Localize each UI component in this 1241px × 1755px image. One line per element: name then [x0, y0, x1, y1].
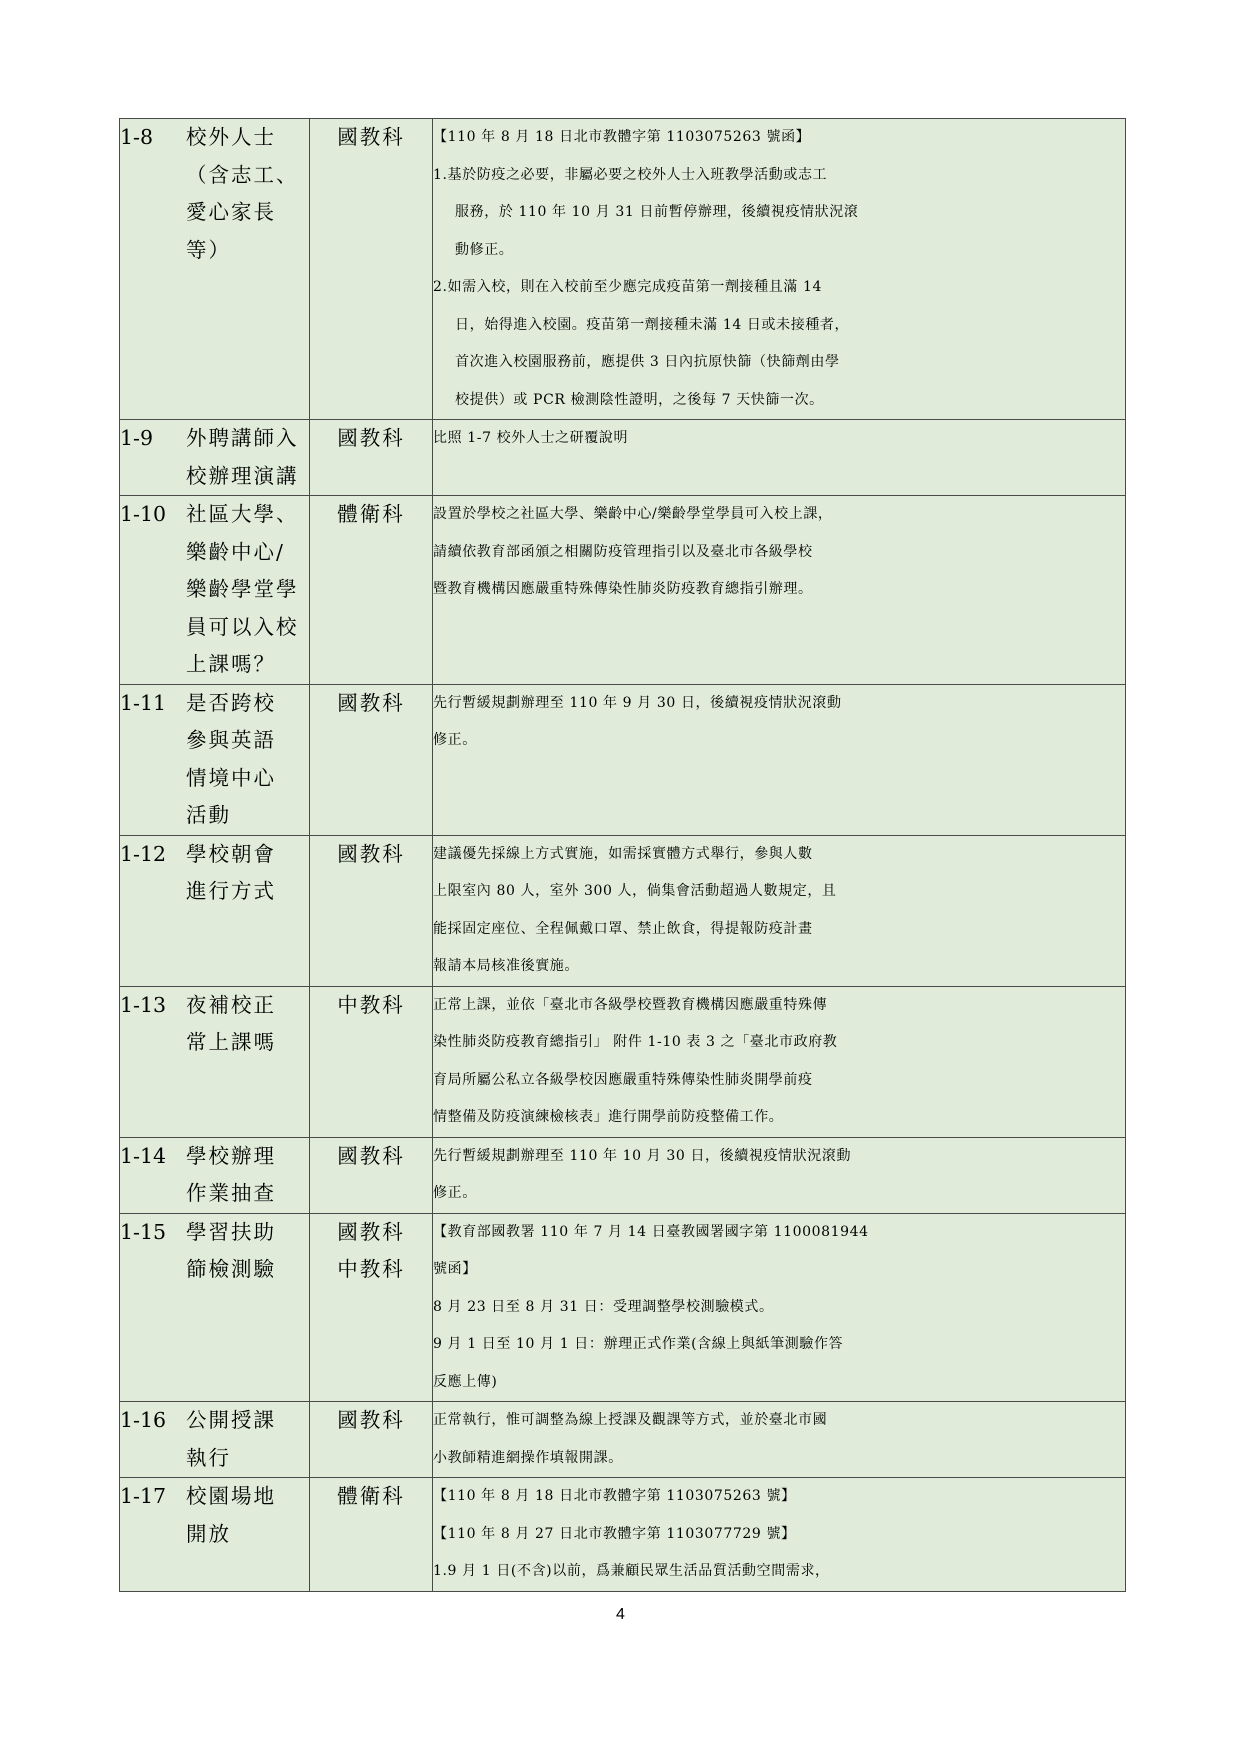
item-title-line: 作業抽查 — [186, 1181, 276, 1205]
content-line: 1.基於防疫之必要，非屬必要之校外人士入班教學活動或志工 — [433, 166, 828, 183]
unit-cell — [310, 1213, 433, 1402]
responsible-unit: 中教科 — [337, 1257, 405, 1281]
content-line: 修正。 — [433, 732, 477, 748]
content-line: 修正。 — [433, 1185, 477, 1201]
item-number: 1-8 — [120, 125, 154, 149]
item-title — [186, 685, 309, 835]
item-cell — [120, 1213, 310, 1402]
item-title-line: 情境中心 — [186, 765, 276, 790]
faq-table — [119, 118, 1126, 1592]
item-cell — [120, 986, 310, 1137]
content-line: 校提供）或 PCR 檢測陰性證明，之後每 7 天快篩一次。 — [455, 391, 824, 408]
item-title — [186, 1214, 309, 1289]
item-title-line: 學校朝會 — [186, 841, 276, 866]
content-line: 先行暫緩規劃辦理至 110 年 9 月 30 日，後續視疫情狀況滾動 — [433, 694, 842, 711]
content-line: 建議優先採線上方式實施，如需採實體方式舉行，參與人數 — [433, 845, 813, 862]
content-line: 9 月 1 日至 10 月 1 日：辦理正式作業(含線上與紙筆測驗作答 — [433, 1336, 844, 1352]
content-line: 【110 年 8 月 18 日北市教體字第 1103075263 號函】 — [433, 129, 811, 145]
content-line: 號函】 — [433, 1261, 477, 1277]
content-line: 【110 年 8 月 18 日北市教體字第 1103075263 號】 — [433, 1488, 796, 1504]
item-title — [186, 836, 309, 911]
content-line: 動修正。 — [455, 241, 514, 258]
content-line: 染性肺炎防疫教育總指引」 附件 1-10 表 3 之「臺北市政府教 — [433, 1034, 838, 1050]
content-line: 上限室內 80 人，室外 300 人，倘集會活動超過人數規定，且 — [433, 883, 837, 899]
responsible-unit: 國教科 — [337, 1219, 405, 1244]
item-title-line: 上課嗎？ — [186, 652, 276, 676]
page-number: 4 — [616, 1606, 625, 1623]
content-line: 先行暫緩規劃辦理至 110 年 10 月 30 日，後續視疫情狀況滾動 — [433, 1147, 852, 1164]
content-line: 【110 年 8 月 27 日北市教體字第 1103077729 號】 — [433, 1525, 796, 1542]
content-line: 能採固定座位、全程佩戴口罩、禁止飲食，得提報防疫計畫 — [433, 920, 813, 937]
item-title-line: 外聘講師入 — [186, 426, 299, 450]
item-title-line: 學習扶助 — [186, 1219, 276, 1244]
unit-cell — [310, 1137, 433, 1213]
item-title-line: 活動 — [186, 803, 231, 827]
content-line: 服務，於 110 年 10 月 31 日前暫停辦理，後續視疫情狀況滾 — [455, 204, 859, 220]
content-cell — [433, 986, 1126, 1137]
item-title-line: 常上課嗎 — [186, 1030, 276, 1054]
item-title-line: 公開授課 — [186, 1408, 276, 1432]
content-line: 暨教育機構因應嚴重特殊傳染性肺炎防疫教育總指引辦理。 — [433, 581, 813, 597]
responsible-unit: 國教科 — [337, 690, 405, 715]
item-number: 1-16 — [120, 1408, 167, 1432]
table-row — [120, 420, 1126, 496]
item-cell — [120, 496, 310, 685]
content-line: 請續依教育部函頒之相關防疫管理指引以及臺北市各級學校 — [433, 543, 813, 560]
table-row — [120, 986, 1126, 1137]
item-title-line: 等） — [186, 237, 231, 262]
content-line: 2.如需入校，則在入校前至少應完成疫苗第一劑接種且滿 14 — [433, 279, 823, 295]
content-line: 8 月 23 日至 8 月 31 日：受理調整學校測驗模式。 — [433, 1298, 774, 1315]
table-row — [120, 1478, 1126, 1592]
item-number: 1-14 — [120, 1143, 167, 1168]
item-number: 1-10 — [120, 502, 167, 526]
unit-cell — [310, 986, 433, 1137]
item-cell — [120, 420, 310, 496]
item-title — [186, 987, 309, 1062]
responsible-unit: 國教科 — [337, 426, 405, 450]
item-title-line: 是否跨校 — [186, 690, 276, 715]
content-line: 1.9 月 1 日(不含)以前，爲兼顧民眾生活品質活動空間需求， — [433, 1563, 830, 1579]
item-title-line: （含志工、 — [186, 162, 299, 187]
responsible-unit: 體衛科 — [337, 502, 405, 526]
content-line: 正常上課，並依「臺北市各級學校暨教育機構因應嚴重特殊傳 — [433, 996, 828, 1013]
responsible-unit: 國教科 — [337, 1143, 405, 1168]
content-cell — [433, 1213, 1126, 1402]
item-cell — [120, 1478, 310, 1592]
unit-cell — [310, 1478, 433, 1592]
item-number: 1-12 — [120, 841, 167, 866]
item-title-line: 學校辦理 — [186, 1143, 276, 1168]
item-number: 1-13 — [120, 992, 167, 1017]
content-cell — [433, 1402, 1126, 1478]
item-title — [186, 1138, 309, 1213]
item-title-line: 參與英語 — [186, 728, 276, 752]
content-line: 比照 1-7 校外人士之研覆說明 — [433, 430, 629, 446]
item-title — [186, 1402, 309, 1477]
content-cell — [433, 496, 1126, 685]
content-line: 【教育部國教署 110 年 7 月 14 日臺教國署國字第 1100081944 — [433, 1223, 869, 1240]
content-cell — [433, 1137, 1126, 1213]
table-row — [120, 684, 1126, 835]
responsible-unit: 國教科 — [337, 125, 405, 149]
item-cell — [120, 684, 310, 835]
unit-cell — [310, 420, 433, 496]
item-number: 1-17 — [120, 1484, 167, 1508]
table-row — [120, 119, 1126, 420]
item-number: 1-11 — [120, 690, 167, 715]
content-line: 日，始得進入校園。疫苗第一劑接種未滿 14 日或未接種者， — [455, 316, 850, 333]
item-number: 1-9 — [120, 426, 154, 450]
unit-cell — [310, 496, 433, 685]
item-title-line: 樂齡學堂學 — [186, 577, 299, 601]
content-line: 情整備及防疫演練檢核表」進行開學前防疫整備工作。 — [433, 1109, 784, 1125]
table-row — [120, 1402, 1126, 1478]
content-line: 首次進入校園服務前，應提供 3 日內抗原快篩（快篩劑由學 — [455, 354, 840, 370]
responsible-unit: 體衛科 — [337, 1484, 405, 1508]
item-title-line: 校園場地 — [186, 1484, 276, 1508]
item-title-line: 開放 — [186, 1521, 231, 1546]
item-title — [186, 119, 309, 269]
content-cell — [433, 420, 1126, 496]
item-title-line: 校外人士 — [186, 125, 276, 149]
item-title — [186, 496, 309, 684]
responsible-unit: 國教科 — [337, 1408, 405, 1432]
content-line: 設置於學校之社區大學、樂齡中心/樂齡學堂學員可入校上課， — [433, 506, 833, 522]
item-title — [186, 420, 309, 495]
item-title-line: 進行方式 — [186, 879, 276, 903]
content-cell — [433, 835, 1126, 986]
item-cell — [120, 1402, 310, 1478]
item-cell — [120, 119, 310, 420]
content-line: 育局所屬公私立各級學校因應嚴重特殊傳染性肺炎開學前疫 — [433, 1071, 813, 1088]
item-title-line: 夜補校正 — [186, 992, 276, 1017]
table-row — [120, 835, 1126, 986]
content-cell — [433, 119, 1126, 420]
content-line: 小教師精進網操作填報開課。 — [433, 1449, 623, 1466]
responsible-unit: 國教科 — [337, 841, 405, 866]
content-line: 報請本局核准後實施。 — [433, 958, 579, 974]
unit-cell — [310, 684, 433, 835]
item-title-line: 校辦理演講 — [186, 463, 299, 488]
content-line: 反應上傳) — [433, 1373, 498, 1390]
content-line: 正常執行，惟可調整為線上授課及觀課等方式，並於臺北市國 — [433, 1412, 828, 1428]
unit-cell — [310, 1402, 433, 1478]
item-title-line: 樂齡中心/ — [186, 539, 285, 564]
item-title-line: 愛心家長 — [186, 200, 276, 224]
unit-cell — [310, 835, 433, 986]
item-cell — [120, 835, 310, 986]
item-title — [186, 1478, 309, 1553]
item-title-line: 執行 — [186, 1445, 231, 1470]
content-cell — [433, 684, 1126, 835]
content-cell — [433, 1478, 1126, 1592]
unit-cell — [310, 119, 433, 420]
table-row — [120, 1137, 1126, 1213]
table-body — [120, 119, 1126, 1592]
table-row — [120, 1213, 1126, 1402]
responsible-unit: 中教科 — [337, 992, 405, 1017]
table-row — [120, 496, 1126, 685]
item-title-line: 篩檢測驗 — [186, 1257, 276, 1281]
item-title-line: 員可以入校 — [186, 614, 299, 639]
item-title-line: 社區大學、 — [186, 502, 299, 526]
item-cell — [120, 1137, 310, 1213]
item-number: 1-15 — [120, 1219, 167, 1244]
